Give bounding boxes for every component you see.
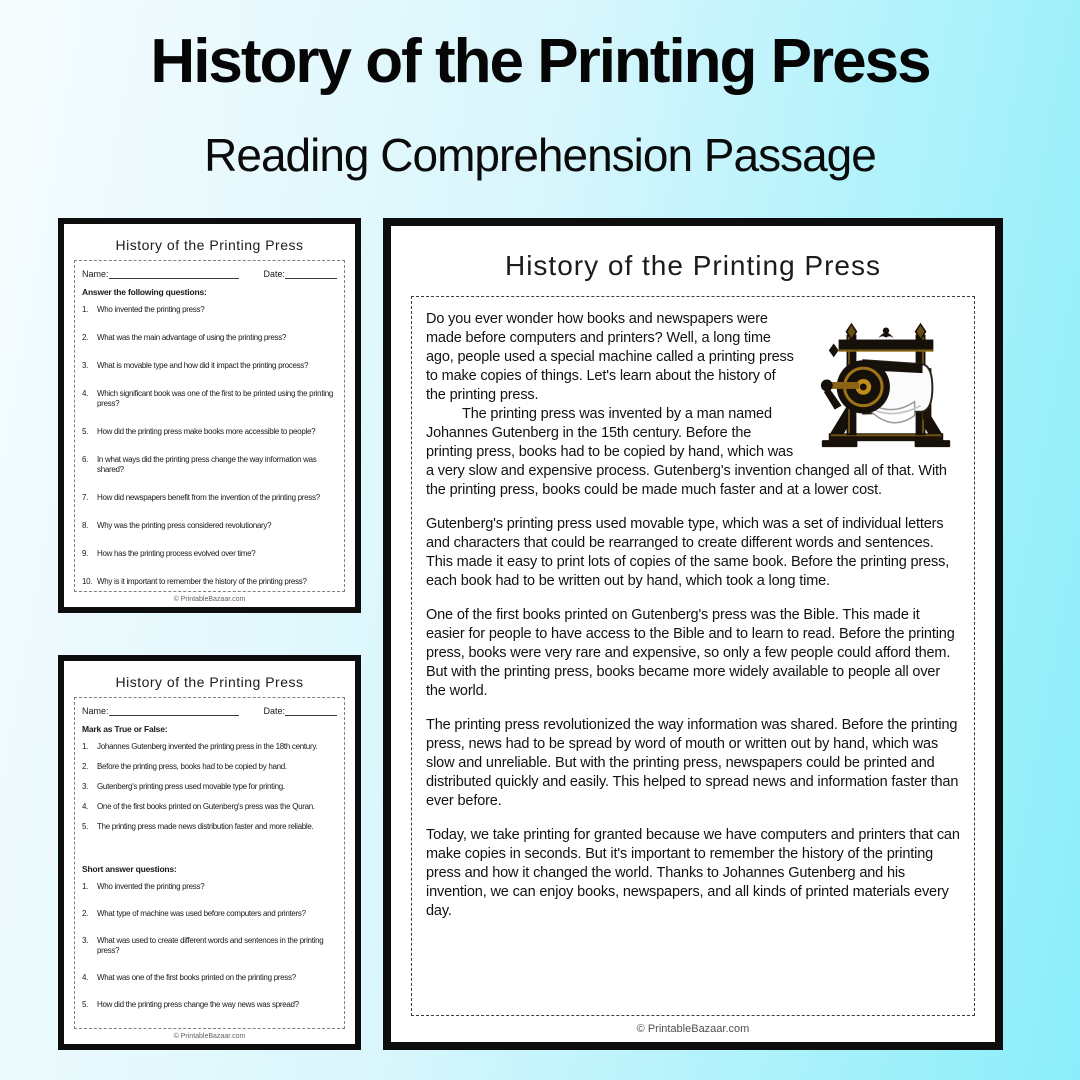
question-item [82,455,337,475]
worksheet-title: History of the Printing Press [115,674,304,690]
passage-paragraph: Do you ever wonder how books and newspapers were made before computers and printers? Well, a long time ago, people used a special machine called a printing press to make copies of things. Let's learn about the history of the printing press. [426,311,794,403]
name-blank-line [109,706,239,716]
tf-text: One of the first books printed on Gutenberg's press was the Quran. [97,802,315,811]
questions-worksheet-inner [64,224,355,607]
tf-number: 3. [82,782,89,791]
question-number: 3. [82,361,89,370]
worksheet-footer: © PrintableBazaar.com [173,596,246,603]
sa-item [82,973,337,983]
questions-section-header: Answer the following questions: [82,287,207,297]
question-number: 10. [82,577,93,586]
question-text: Which significant book was one of the first to be printed using the printing press? [97,389,334,408]
tf-text: Gutenberg's printing press used movable type for printing. [97,782,285,791]
passage-paragraph: Today, we take printing for granted because we have computers and printers that can make copies in seconds. But it's important to remember the history of the printing press and how it changed the world. Thanks to Johannes Gutenberg and his invention, we can enjoy books, newspapers, and all kinds of printed materials every day. [426,827,960,919]
tf-number: 4. [82,802,89,811]
name-date-row [82,269,337,279]
true-false-worksheet-page [58,655,361,1050]
tf-number: 5. [82,822,89,831]
question-text: How has the printing process evolved over time? [97,549,256,558]
question-item [82,361,337,371]
sa-text: How did the printing press change the way news was spread? [97,1000,299,1009]
tf-item [82,742,337,752]
question-text: How did the printing press make books more accessible to people? [97,427,316,436]
question-item [82,549,337,559]
name-blank-line [109,269,239,279]
sa-number: 1. [82,882,89,891]
worksheet-footer: © PrintableBazaar.com [173,1033,246,1040]
short-answer-block [82,864,337,1010]
sa-number: 5. [82,1000,89,1009]
sa-item [82,909,337,919]
sa-text: What type of machine was used before computers and printers? [97,909,306,918]
question-item [82,577,337,587]
tf-item [82,782,337,792]
tf-text: Johannes Gutenberg invented the printing press in the 18th century. [97,742,318,751]
questions-dashed-box [74,260,345,592]
question-number: 7. [82,493,89,502]
passage-paragraph: The printing press revolutionized the way information was shared. Before the printing press, news had to be spread by word of mouth or written out by hand, which was slow and unreliable. But with the printing press, newspapers could be printed and distributed quickly and easily. This helped to spread news and information faster than ever before. [426,717,959,809]
passage-paragraph: Gutenberg's printing press used movable type, which was a set of individual letters and characters that could be rearranged to create different words and sentences. This made it easy to print lots of copies of the same book. Before the printing press, each book had to be written out by hand, which took a long time. [426,516,950,589]
date-label: Date: [263,269,285,279]
question-item [82,521,337,531]
sa-item [82,1000,337,1010]
tf-number: 2. [82,762,89,771]
tf-worksheet-inner [64,661,355,1044]
sa-item [82,936,337,956]
sa-item [82,882,337,892]
question-text: Who invented the printing press? [97,305,205,314]
sa-text: What was used to create different words and sentences in the printing press? [97,936,324,955]
tf-text: Before the printing press, books had to be copied by hand. [97,762,287,771]
tf-dashed-box [74,697,345,1029]
poster-subtitle: Reading Comprehension Passage [204,129,876,181]
passage-paragraph: One of the first books printed on Gutenberg's press was the Bible. This made it easier for people to have access to the Bible and to learn to read. Before the printing press, books were very rare and expensive, so only a few people could afford them. But with the printing press, books became more widely available to people all over the world. [426,607,955,699]
printing-press-image [812,310,960,450]
question-item [82,493,337,503]
sa-number: 3. [82,936,89,945]
question-text: In what ways did the printing press change the way information was shared? [97,455,317,474]
true-false-block [82,724,337,832]
name-date-row [82,706,337,716]
question-number: 2. [82,333,89,342]
question-item [82,333,337,343]
question-text: How did newspapers benefit from the invention of the printing press? [97,493,320,502]
tf-number: 1. [82,742,89,751]
passage-title: History of the Printing Press [504,250,882,281]
sa-text: Who invented the printing press? [97,882,205,891]
questions-worksheet-page [58,218,361,613]
passage-paragraph: The printing press was invented by a man named Johannes Gutenberg in the 15th century. Before the printing press, books had to be copied by hand, which was a very slow and expensive process. Gutenberg's invention changed all of that. With the printing press, books could be made much faster and at a lower cost. [426,406,947,498]
question-number: 6. [82,455,89,464]
printing-press-icon [812,310,960,450]
question-number: 8. [82,521,89,530]
question-text: Why is it important to remember the history of the printing press? [97,577,307,586]
poster-title: History of the Printing Press [150,27,930,96]
question-number: 5. [82,427,89,436]
question-number: 1. [82,305,89,314]
tf-item [82,822,337,832]
name-label: Name: [82,706,109,716]
tf-item [82,802,337,812]
sa-section-header: Short answer questions: [82,864,177,874]
question-item [82,305,337,315]
question-text: What is movable type and how did it impact the printing process? [97,361,309,370]
worksheet-title: History of the Printing Press [115,237,304,253]
sa-number: 4. [82,973,89,982]
tf-item [82,762,337,772]
tf-section-header: Mark as True or False: [82,724,168,734]
date-blank-line [285,269,337,279]
passage-page [383,218,1003,1050]
question-number: 9. [82,549,89,558]
question-item [82,427,337,437]
sa-number: 2. [82,909,89,918]
date-blank-line [285,706,337,716]
passage-footer: © PrintableBazaar.com [636,1023,750,1035]
name-label: Name: [82,269,109,279]
sa-text: What was one of the first books printed on the printing press? [97,973,296,982]
date-label: Date: [263,706,285,716]
question-text: What was the main advantage of using the printing press? [97,333,287,342]
question-item [82,389,337,409]
tf-text: The printing press made news distribution faster and more reliable. [97,822,314,831]
question-text: Why was the printing press considered revolutionary? [97,521,272,530]
question-number: 4. [82,389,89,398]
passage-dashed-box [411,296,975,1016]
passage-inner [391,226,995,1042]
